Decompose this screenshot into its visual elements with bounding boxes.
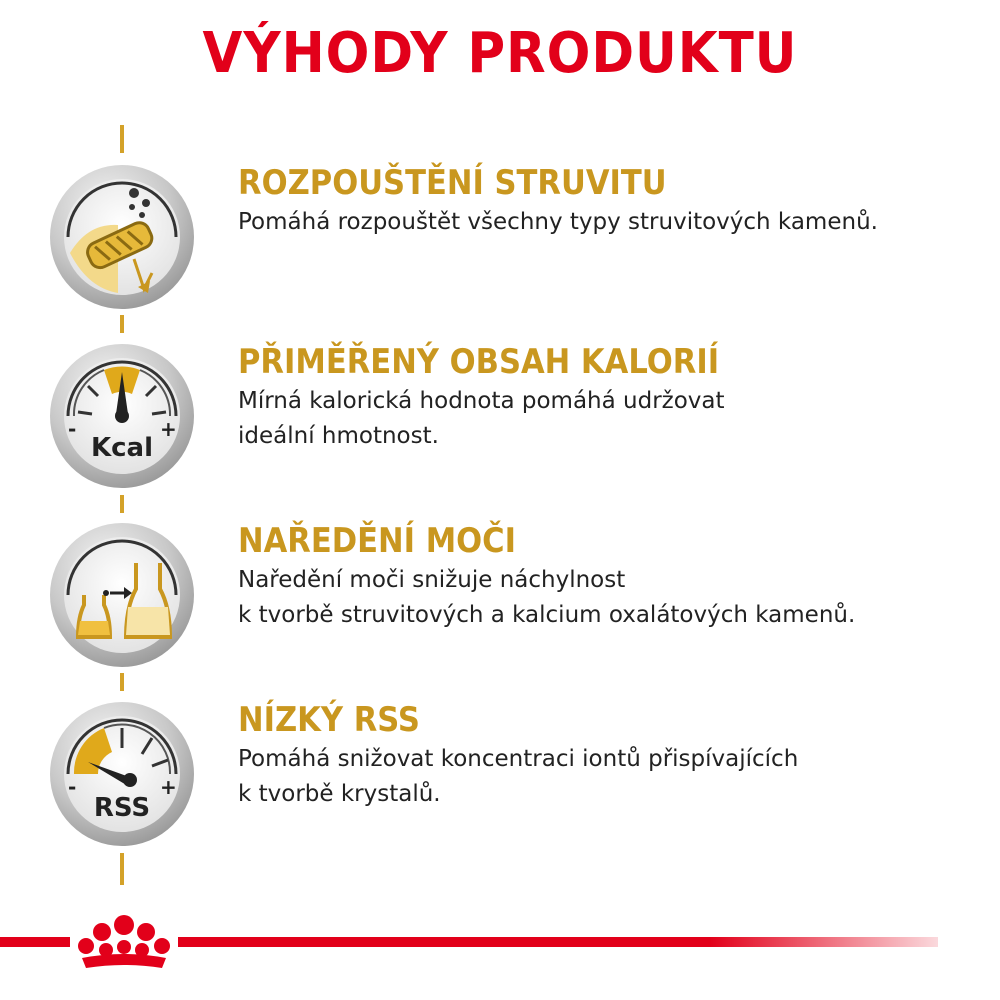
rss-label: RSS	[93, 793, 151, 823]
rss-gauge-icon	[48, 700, 196, 848]
benefit-text: Mírná kalorická hodnota pomáhá udržovat ideální hmotnost.	[238, 388, 725, 449]
footer-line-left	[0, 937, 70, 947]
benefit-title: ROZPOUŠTĚNÍ STRUVITU	[238, 163, 667, 203]
benefit-dilution	[238, 521, 978, 633]
svg-text:+: +	[160, 417, 177, 441]
page-title: VÝHODY PRODUKTU	[202, 21, 798, 86]
benefit-calories	[238, 342, 978, 454]
benefit-rss	[238, 700, 978, 812]
kcal-label: Kcal	[90, 433, 154, 463]
benefit-title: PŘIMĚŘENÝ OBSAH KALORIÍ	[238, 342, 720, 382]
royal-crown-logo	[70, 912, 178, 974]
benefit-text: Pomáhá rozpouštět všechny typy struvitových kamenů.	[238, 209, 878, 235]
benefit-struvite	[238, 163, 978, 240]
struvite-dissolution-icon	[48, 163, 196, 311]
svg-text:-: -	[68, 775, 77, 799]
benefit-title: NÍZKÝ RSS	[238, 700, 420, 740]
footer-line-right	[178, 937, 938, 947]
svg-text:+: +	[160, 775, 177, 799]
urine-dilution-icon	[48, 521, 196, 669]
kcal-gauge-icon	[48, 342, 196, 490]
benefit-text: Naředění moči snižuje náchylnost k tvorbě struvitových a kalcium oxalátových kamenů.	[238, 567, 856, 628]
svg-text:-: -	[68, 417, 77, 441]
benefit-title: NAŘEDĚNÍ MOČI	[238, 521, 517, 561]
benefit-text: Pomáhá snižovat koncentraci iontů přispívajících k tvorbě krystalů.	[238, 746, 799, 807]
